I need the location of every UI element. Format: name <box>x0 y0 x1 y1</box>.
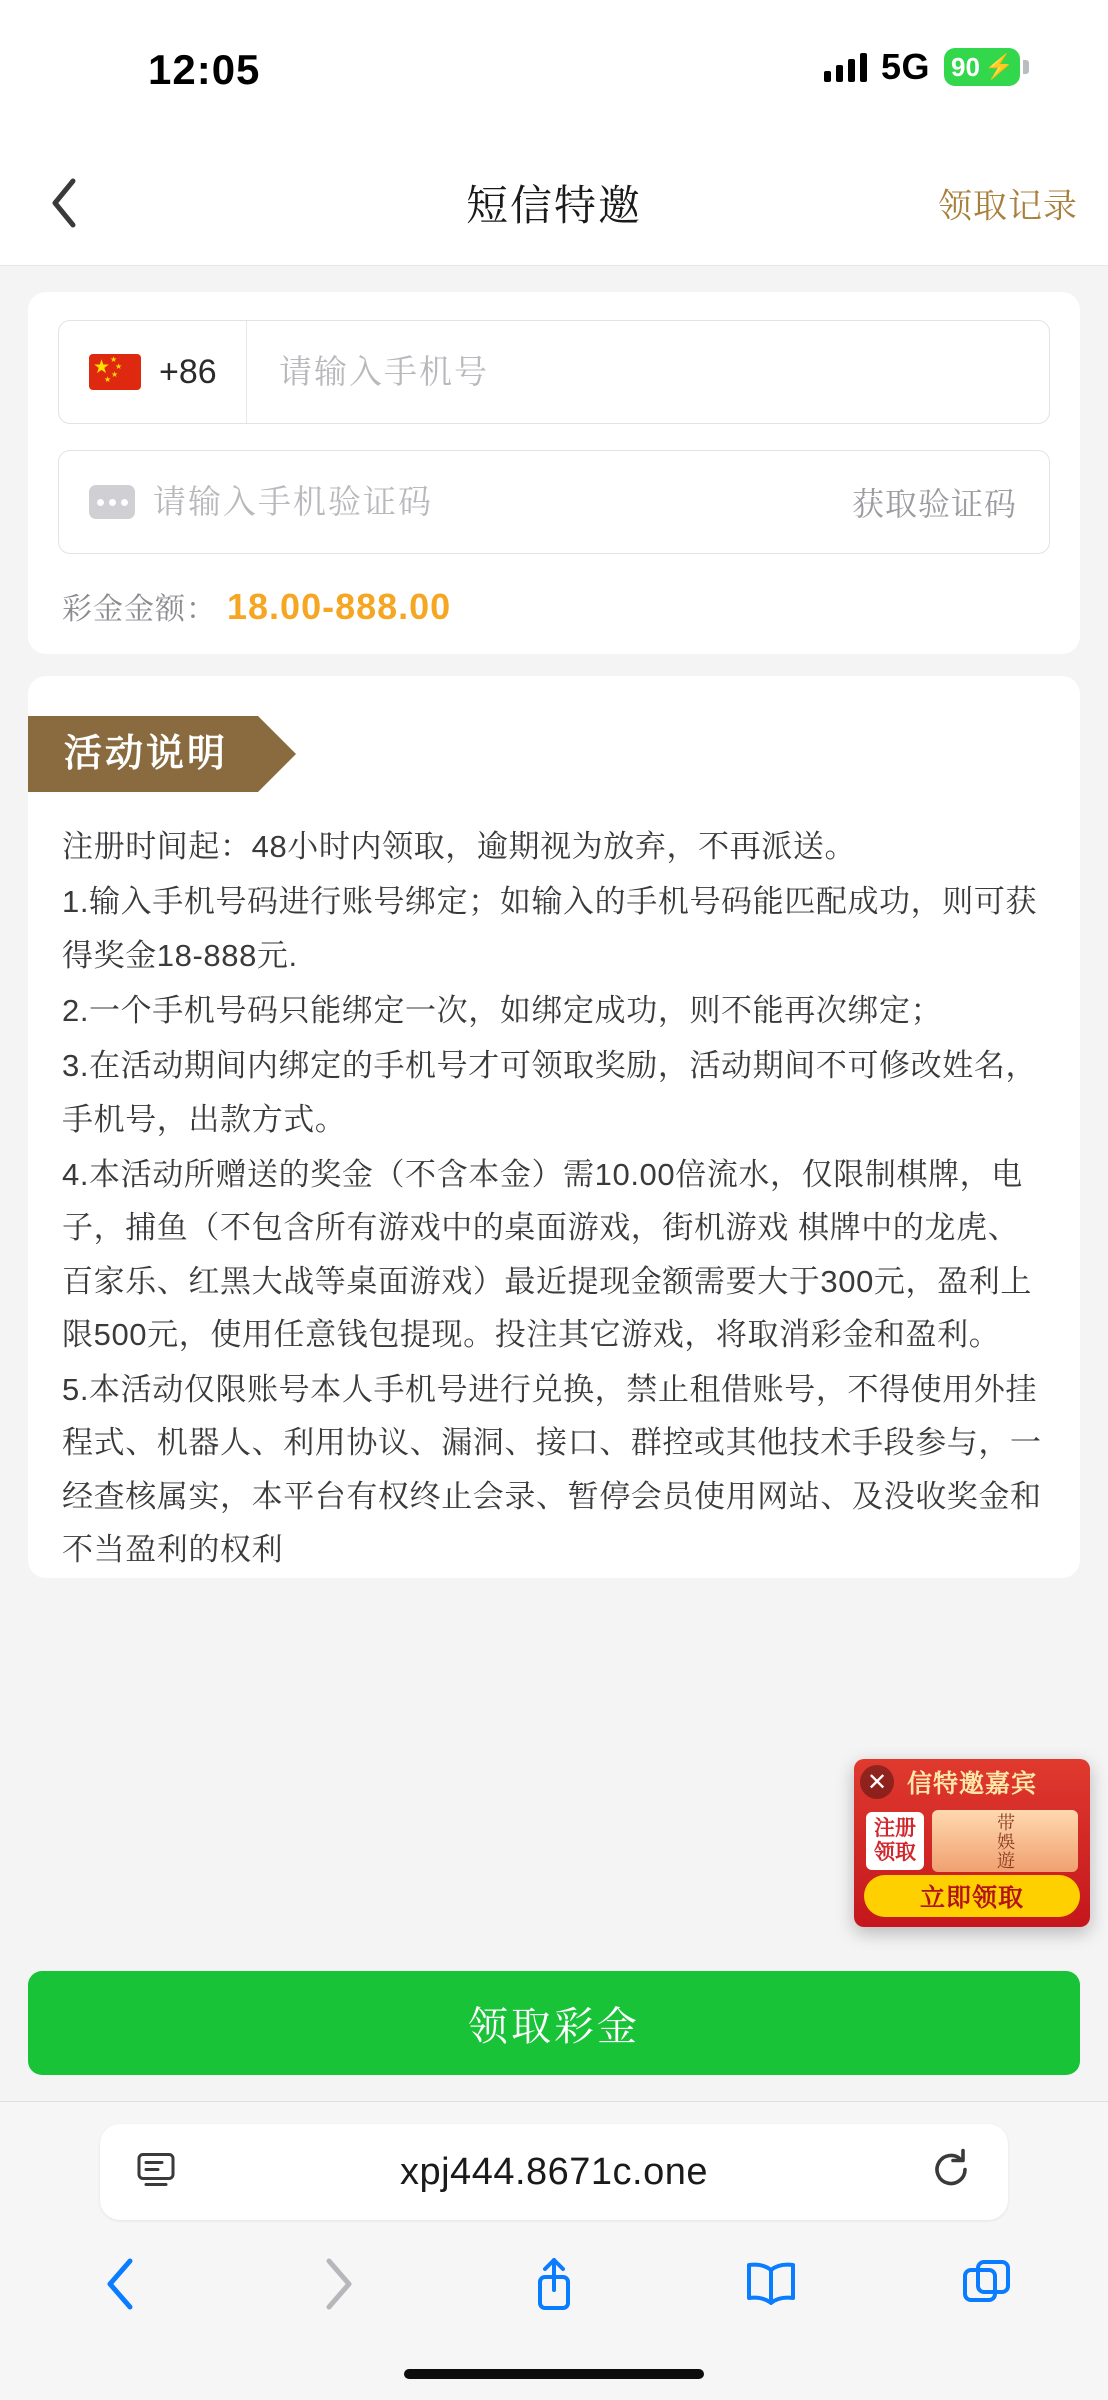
ad-badge-line1: 注册 <box>874 1816 916 1840</box>
claim-bonus-button[interactable]: 领取彩金 <box>28 1971 1080 2075</box>
bonus-amount-label: 彩金金额： <box>62 593 217 626</box>
bonus-amount-value: 18.00-888.00 <box>227 586 452 627</box>
book-icon[interactable] <box>716 2241 826 2327</box>
ad-badge <box>866 1812 924 1870</box>
chevron-left-icon[interactable] <box>34 173 94 233</box>
ad-headline: 信特邀嘉宾 <box>906 1770 1037 1798</box>
page-content <box>0 266 1108 1951</box>
url-bar-row <box>0 2124 1108 2220</box>
verification-code-field[interactable] <box>58 450 1050 554</box>
url-bar[interactable] <box>100 2124 1008 2220</box>
reload-icon[interactable] <box>930 2149 972 2196</box>
claim-records-link[interactable]: 领取记录 <box>938 187 1078 225</box>
cta-container <box>0 1951 1108 2101</box>
rule-line: 5.本活动仅限账号本人手机号进行兑换，禁止租借账号，不得使用外挂程式、机器人、利用协议、漏洞、接口、群控或其他技术手段参与，一经查核属实，本平台有权终止会录、暂停会员使用网站、及没收奖金和不当盈利的权利 <box>62 1372 1042 1568</box>
china-flag-icon: ★ ★ ★ ★ ★ <box>89 354 141 390</box>
battery-level-label: 90 <box>951 51 980 82</box>
battery-indicator <box>944 48 1020 86</box>
rule-line: 4.本活动所赠送的奖金（不含本金）需10.00倍流水，仅限制棋牌，电子，捕鱼（不包含所有游戏中的桌面游戏，街机游戏 棋牌中的龙虎、百家乐、红黑大战等桌面游戏）最近提现金额需要大于300元，盈利上限500元，使用任意钱包提现。投注其它游戏，将取消彩金和盈利。 <box>62 1156 1032 1352</box>
status-bar <box>0 0 1108 140</box>
home-indicator-area <box>0 2348 1108 2400</box>
description-body <box>28 792 1080 1576</box>
tabs-icon[interactable] <box>932 2241 1042 2327</box>
form-card <box>28 292 1080 654</box>
status-time: 12:05 <box>148 46 261 93</box>
dots-icon <box>89 485 135 519</box>
close-icon[interactable]: ✕ <box>860 1765 894 1799</box>
rule-line: 注册时间起：48小时内领取，逾期视为放弃，不再派送。 <box>62 829 857 864</box>
ad-side-text: 带娛遊 <box>932 1810 1078 1872</box>
ad-body <box>854 1805 1090 1877</box>
url-text[interactable]: xpj444.8671c.one <box>399 2150 709 2193</box>
home-indicator[interactable] <box>404 2369 704 2379</box>
get-code-button[interactable]: 获取验证码 <box>851 486 1017 522</box>
ad-badge-line2: 领取 <box>874 1841 916 1864</box>
back-arrow-icon[interactable] <box>66 2241 176 2327</box>
forward-arrow-icon <box>283 2241 393 2327</box>
section-ribbon-title: 活动说明 <box>28 716 258 792</box>
signal-bars-icon <box>824 52 867 82</box>
description-card <box>28 676 1080 1578</box>
rule-line: 3.在活动期间内绑定的手机号才可领取奖励，活动期间不可修改姓名，手机号，出款方式。 <box>62 1048 1038 1137</box>
rule-line: 2.一个手机号码只能绑定一次，如绑定成功，则不能再次绑定； <box>62 992 943 1028</box>
country-code-selector[interactable] <box>59 321 247 423</box>
country-code-label: +86 <box>159 352 217 391</box>
rule-line: 1.输入手机号码进行账号绑定；如输入的手机号码能匹配成功，则可获得奖金18-888元. <box>62 884 1038 973</box>
browser-chrome <box>0 2101 1108 2400</box>
bolt-icon: ⚡ <box>984 53 1014 81</box>
verification-code-input[interactable] <box>135 483 852 521</box>
nav-bar <box>0 140 1108 266</box>
browser-toolbar <box>0 2220 1108 2348</box>
reader-view-icon[interactable] <box>136 2151 176 2194</box>
status-indicators <box>824 46 1020 88</box>
ad-claim-button[interactable]: 立即领取 <box>864 1875 1080 1917</box>
phone-field[interactable] <box>58 320 1050 424</box>
floating-ad[interactable] <box>854 1759 1090 1927</box>
network-type-label: 5G <box>880 46 930 87</box>
bonus-amount-row <box>58 584 1050 628</box>
page-title: 短信特邀 <box>465 181 642 229</box>
phone-input[interactable] <box>247 353 1049 391</box>
share-icon[interactable] <box>499 2241 609 2327</box>
